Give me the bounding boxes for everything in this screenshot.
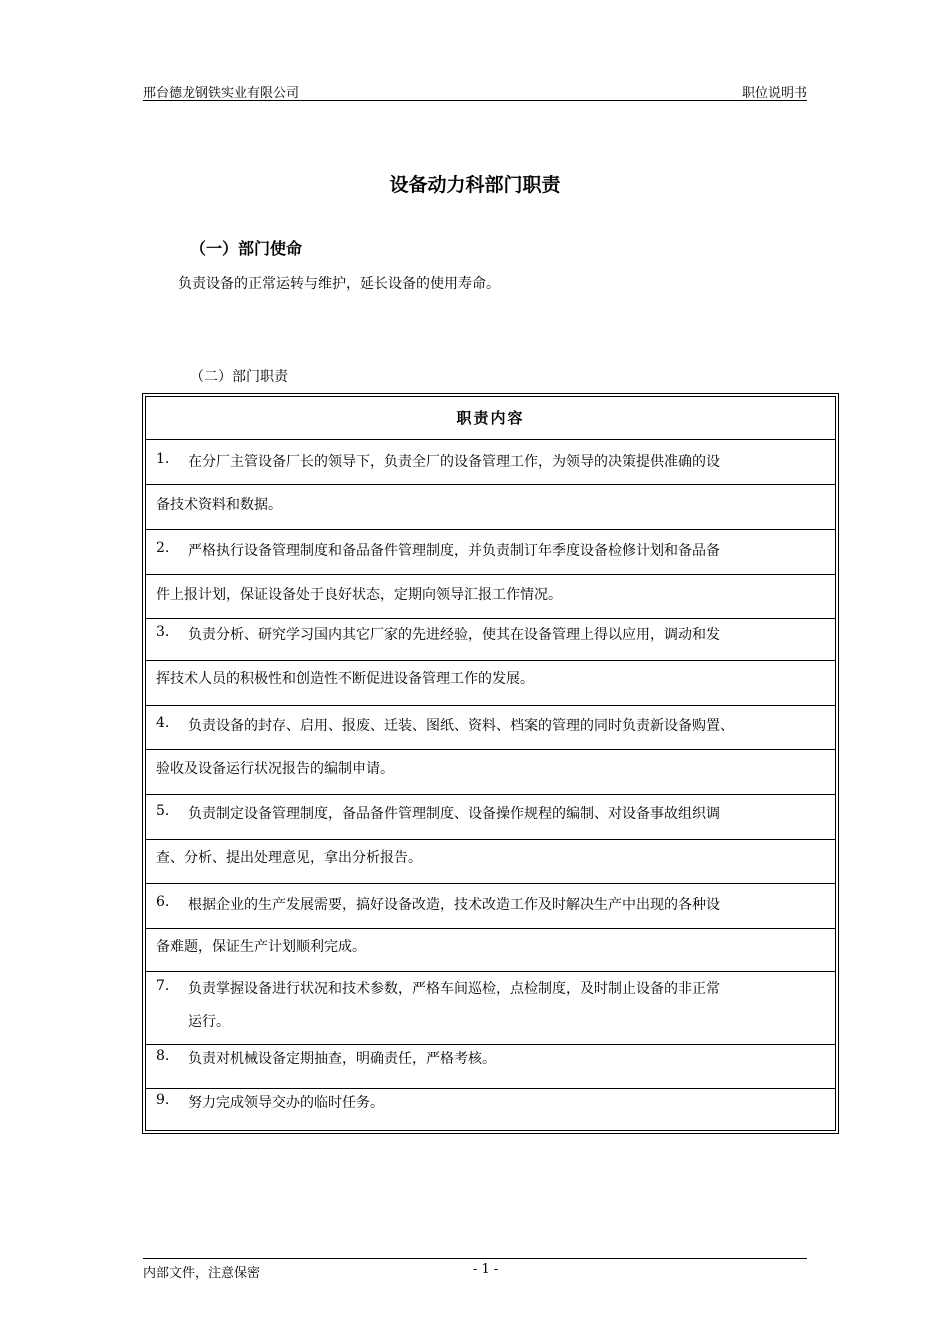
item-text-continued: 备难题，保证生产计划顺利完成。 [156,939,366,955]
item-text: 负责对机械设备定期抽查，明确责任，严格考核。 [188,1051,496,1067]
item-number: 5. [156,803,170,819]
page-number: - 1 - [473,1262,499,1277]
table-row [146,750,835,795]
item-number: 8. [156,1048,170,1064]
item-text-continued: 件上报计划，保证设备处于良好状态，定期向领导汇报工作情况。 [156,587,562,603]
table-row [146,485,835,530]
page-title: 设备动力科部门职责 [389,174,561,196]
item-text: 负责分析、研究学习国内其它厂家的先进经验，使其在设备管理上得以应用，调动和发 [188,627,720,643]
item-text: 根据企业的生产发展需要，搞好设备改造，技术改造工作及时解决生产中出现的各种设 [188,897,720,913]
duties-table [142,393,839,1134]
item-text-continued: 备技术资料和数据。 [156,497,282,513]
table-row [146,619,835,661]
table-row [146,530,835,575]
item-number: 1. [156,451,170,467]
table-row [146,575,835,619]
company-name: 邢台德龙钢铁实业有限公司 [143,86,300,101]
item-text: 负责制定设备管理制度，备品备件管理制度、设备操作规程的编制、对设备事故组织调 [188,806,720,822]
table-row [146,884,835,929]
table-row [146,1045,835,1089]
document-type: 职位说明书 [741,86,807,101]
table-row [146,929,835,972]
confidential-note: 内部文件，注意保密 [143,1266,261,1281]
table-row [146,706,835,750]
table-row [146,440,835,485]
item-text-continued: 验收及设备运行状况报告的编制申请。 [156,761,394,777]
item-number: 6. [156,894,170,910]
item-text: 严格执行设备管理制度和备品备件管理制度，并负责制订年季度设备检修计划和备品备 [188,543,720,559]
item-number: 9. [156,1092,170,1108]
item-text: 在分厂主管设备厂长的领导下，负责全厂的设备管理工作，为领导的决策提供准确的设 [188,454,720,470]
table-row [146,661,835,706]
item-number: 3. [156,624,170,640]
item-text-continued: 查、分析、提出处理意见，拿出分析报告。 [156,850,422,866]
section-mission-text: 负责设备的正常运转与维护，延长设备的使用寿命。 [178,276,500,292]
page-footer [143,1258,807,1279]
section-mission-heading: （一）部门使命 [190,239,303,258]
table-row [146,840,835,884]
table-header: 职责内容 [146,397,835,440]
item-text: 努力完成领导交办的临时任务。 [188,1095,384,1111]
item-text-continued: 挥技术人员的积极性和创造性不断促进设备管理工作的发展。 [156,671,534,687]
item-number: 4. [156,715,170,731]
table-row [146,972,835,1045]
page-header [143,80,807,101]
item-text: 负责掌握设备进行状况和技术参数，严格车间巡检，点检制度，及时制止设备的非正常 [188,981,720,997]
section-duties-heading: （二）部门职责 [190,369,288,385]
item-number: 2. [156,540,170,556]
table-row [146,795,835,840]
item-number: 7. [156,978,170,994]
item-text-continued: 运行。 [188,1014,230,1030]
table-row [146,1089,835,1130]
item-text: 负责设备的封存、启用、报废、迁装、图纸、资料、档案的管理的同时负责新设备购置、 [188,718,734,734]
